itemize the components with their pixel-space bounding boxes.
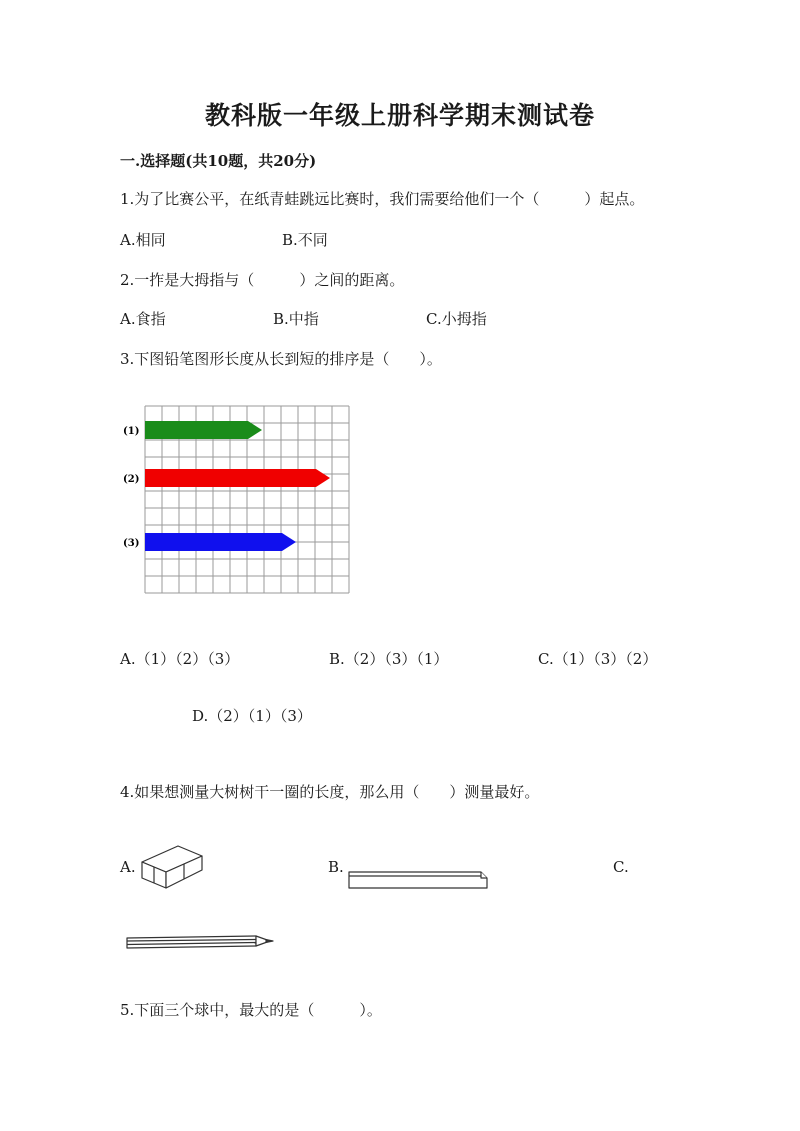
q3-option-a[interactable]: A.（1）（2）（3） — [120, 650, 240, 668]
page-title: 教科版一年级上册科学期末测试卷 — [204, 101, 595, 130]
pencil-2 — [145, 469, 330, 487]
question-4: 4.如果想测量大树树干一圈的长度，那么用（ ）测量最好。 — [120, 783, 540, 801]
q1-option-a[interactable]: A.相同 — [120, 231, 166, 249]
q2-option-c[interactable]: C.小拇指 — [426, 310, 487, 328]
q4-option-a[interactable]: A. — [120, 858, 136, 876]
question-5: 5.下面三个球中，最大的是（ ）。 — [120, 1001, 382, 1019]
label-2: (2) — [123, 474, 140, 485]
question-1: 1.为了比赛公平，在纸青蛙跳远比赛时，我们需要给他们一个（ ）起点。 — [120, 190, 645, 208]
q3-option-d[interactable]: D.（2）（1）（3） — [192, 707, 312, 725]
q3-option-c[interactable]: C.（1）（3）（2） — [538, 650, 658, 668]
q2-option-b[interactable]: B.中指 — [273, 310, 319, 328]
question-2: 2.一拃是大拇指与（ ）之间的距离。 — [120, 271, 405, 289]
q1-option-b[interactable]: B.不同 — [282, 231, 328, 249]
q4-option-b[interactable]: B. — [328, 858, 344, 876]
question-3: 3.下图铅笔图形长度从长到短的排序是（ ）。 — [120, 350, 442, 368]
pencil-icon — [124, 933, 284, 953]
pencil-1 — [145, 421, 262, 439]
q3-option-b[interactable]: B.（2）（3）（1） — [329, 650, 449, 668]
eraser-icon — [138, 840, 208, 890]
pencil-length-figure — [120, 403, 360, 603]
label-1: (1) — [123, 426, 140, 437]
q4-option-c[interactable]: C. — [613, 858, 629, 876]
q2-option-a[interactable]: A.食指 — [120, 310, 166, 328]
pencil-3 — [145, 533, 296, 551]
section-heading: 一.选择题(共10题，共20分) — [120, 152, 317, 170]
ruler-icon — [345, 868, 495, 892]
label-3: (3) — [123, 538, 140, 549]
